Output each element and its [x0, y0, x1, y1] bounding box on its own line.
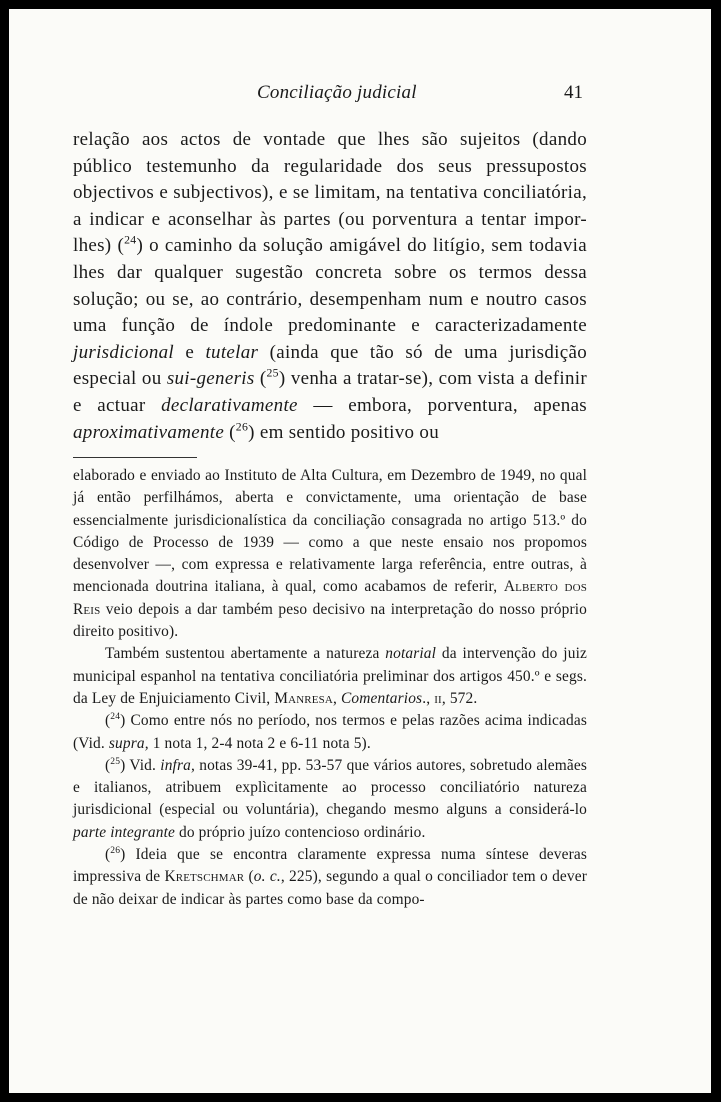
running-title: Conciliação judicial [257, 82, 417, 103]
footnote-paragraph: Também sustentou abertamente a natureza notarial da intervenção do juiz municipal espanhol na tentativa conciliatória preliminar dos artigos 450.º e segs. da Ley de Enjuiciamento Civil, Manresa, Comentarios., ii, 572. [73, 645, 587, 707]
footnotes [73, 465, 587, 911]
footnote-continued: elaborado e enviado ao Instituto de Alta Cultura, em Dezembro de 1949, no qual já então perfilhámos, aberta e convictamente, uma orientação de base essencialmente jurisdicionalística da conciliação consagrada no artigo 513.º do Código de Processo de 1939 — como a que neste ensaio nos propomos desenvolver —, com expressa e relativamente larga referência, entre outras, à mencionada doutrina italiana, à qual, como acabamos de referir, Alberto dos Reis veio depois a dar também peso decisivo na interpretação do nosso próprio direito positivo). [73, 467, 587, 641]
page-header [9, 82, 711, 112]
footnote-divider [73, 457, 197, 458]
footnote-number: 26 [110, 844, 121, 856]
book-page [9, 9, 711, 1093]
main-text [73, 127, 587, 446]
body-paragraph: relação aos actos de vontade que lhes são sujeitos (dando público testemunho da regularidade dos seus pressupostos objectivos e subjectivos), e se limitam, na tentativa conciliatória, a indicar e aconselhar às partes (ou porventura a tentar impor-lhes) ($^{24}$) o caminho da solução amigável do litígio, sem todavia lhes dar qualquer sugestão concreta sobre os termos dessa solução; ou se, ao contrário, desempenham num e noutro casos uma função de índole predominante e caracterizadamente jurisdicional e tutelar (ainda que tão só de uma jurisdição especial ou sui-generis ($^{25}$) venha a tratar-se), com vista a definir e actuar declarativamente — embora, porventura, apenas aproximativamente ($^{26}$) em sentido positivo ou [73, 129, 587, 443]
footnote-25: ($^{25}$) Vid. infra, notas 39-41, pp. 53-57 que vários autores, sobretudo alemães e italianos, atribuem explìcitamente ao processo conciliatório natureza jurisdicional (especial ou voluntária), chegando mesmo alguns a considerá-lo parte integrante do próprio juízo contencioso ordinário. [73, 755, 587, 841]
footnote-ref: 25 [266, 367, 279, 381]
footnote-24: ($^{24}$) Como entre nós no período, nos termos e pelas razões acima indicadas (Vid. supra, 1 nota 1, 2-4 nota 2 e 6-11 nota 5). [73, 711, 587, 752]
footnote-number: 24 [110, 711, 121, 723]
page-number: 41 [564, 82, 583, 103]
footnote-number: 25 [110, 755, 121, 767]
footnote-26: ($^{26}$) Ideia que se encontra claramente expressa numa síntese deveras impressiva de Kretschmar (o. c., 225), segundo a qual o conciliador tem o dever de não deixar de indicar às partes como base da compo- [73, 844, 587, 908]
footnote-ref: 26 [235, 420, 249, 434]
footnote-ref: 24 [124, 234, 137, 248]
